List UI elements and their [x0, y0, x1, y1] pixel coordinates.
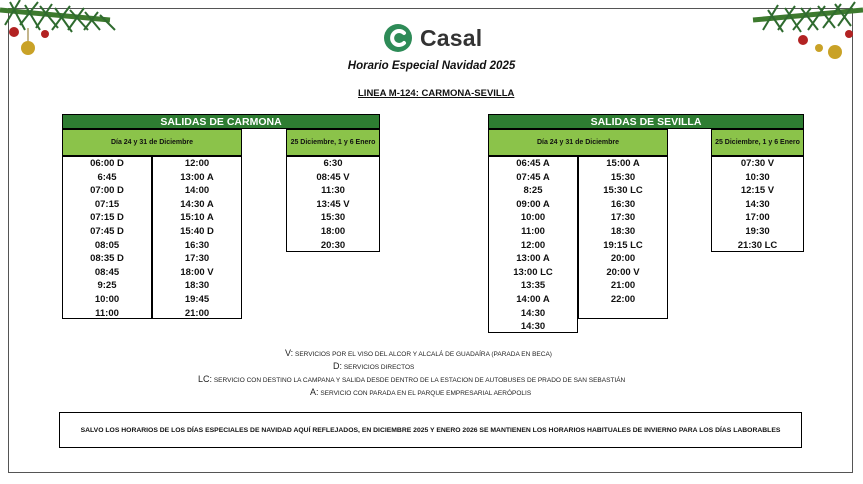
time-cell: 18:00 V: [180, 266, 214, 278]
time-cell: 18:30: [610, 225, 636, 237]
time-cell: 6:30: [323, 158, 343, 169]
time-cell: 06:45 A: [516, 158, 550, 169]
time-cell: 20:00: [610, 253, 636, 265]
legend-key: LC:: [198, 374, 213, 384]
legend-key: D:: [333, 361, 342, 371]
time-cell: 19:45: [184, 293, 210, 305]
brand-name: Casal: [420, 24, 483, 51]
legend-item-a: [310, 387, 531, 397]
time-cell: 06:00 D: [90, 158, 124, 169]
time-cell: 11:30: [321, 185, 345, 197]
time-cell: 14:30: [745, 198, 770, 210]
time-cell: 15:00 A: [606, 158, 640, 169]
time-cell: 9:25: [97, 280, 117, 292]
legend-item-v: [285, 348, 552, 358]
time-cell: 07:45 A: [516, 171, 550, 183]
time-cell: 17:30: [184, 253, 210, 265]
carmona-column-holiday: [286, 156, 380, 252]
time-cell: 11:00: [521, 225, 545, 237]
sevilla-subheader-weekday: Día 24 y 31 de Diciembre: [488, 129, 668, 156]
legend-key: V:: [285, 348, 294, 358]
sevilla-header: SALIDAS DE SEVILLA: [488, 114, 804, 129]
time-cell: 18:00: [320, 225, 346, 237]
time-cell: 16:30: [184, 239, 210, 251]
time-cell: 12:00: [520, 239, 546, 251]
carmona-subheader-weekday: Día 24 y 31 de Diciembre: [62, 129, 242, 156]
time-cell: 08:45 V: [316, 171, 350, 183]
time-cell: 13:00 A: [180, 171, 214, 183]
time-cell: 14:30: [520, 307, 546, 319]
time-cell: 20:30: [320, 239, 346, 251]
time-cell: 10:00: [520, 212, 546, 224]
time-cell: 11:00: [95, 307, 119, 319]
line-title: LINEA M-124: CARMONA-SEVILLA: [358, 88, 515, 99]
time-cell: 10:30: [745, 171, 770, 183]
time-cell: 15:40 D: [180, 225, 214, 237]
sevilla-subheader-holiday: 25 Diciembre, 1 y 6 Enero: [711, 129, 804, 156]
time-cell: 14:30: [520, 321, 546, 333]
time-cell: 13:00 LC: [513, 266, 553, 278]
time-cell: 14:00: [184, 185, 210, 197]
legend-item-lc: [198, 374, 625, 384]
sevilla-column-holiday: [711, 156, 804, 252]
time-cell: 16:30: [610, 198, 636, 210]
time-cell: 08:05: [94, 239, 120, 251]
time-cell: 8:25: [523, 185, 543, 197]
carmona-subheader-holiday: 25 Diciembre, 1 y 6 Enero: [286, 129, 380, 156]
time-cell: 09:00 A: [516, 198, 550, 210]
legend-text: SERVICIO CON DESTINO LA CAMPANA Y SALIDA DESDE DENTRO DE LA ESTACION DE AUTOBUSES DE PRADO DE SAN SEBASTIÁN: [213, 377, 626, 384]
time-cell: 19:30: [745, 225, 770, 237]
time-cell: 21:30 LC: [737, 239, 778, 251]
time-cell: 18:30: [184, 280, 210, 292]
time-cell: 07:15: [94, 198, 120, 210]
time-cell: 13:00 A: [516, 253, 550, 265]
time-cell: 15:30: [610, 171, 636, 183]
page-subtitle: Horario Especial Navidad 2025: [347, 60, 516, 72]
casal-logo-icon: [383, 23, 413, 53]
time-cell: 14:00 A: [516, 293, 550, 305]
time-cell: 21:00: [184, 307, 210, 319]
time-cell: 15:30: [320, 212, 346, 224]
time-cell: 07:00 D: [90, 185, 124, 197]
time-cell: 17:00: [745, 212, 770, 224]
casal-logo: [383, 22, 482, 54]
time-cell: 15:10 A: [180, 212, 214, 224]
time-cell: 12:15 V: [740, 185, 775, 197]
time-cell: 12:00: [184, 158, 210, 169]
time-cell: 07:15 D: [90, 212, 124, 224]
time-cell: 22:00: [610, 293, 636, 305]
legend-text: SERVICIO CON PARADA EN EL PARQUE EMPRESARIAL AERÓPOLIS: [320, 390, 532, 397]
carmona-header: SALIDAS DE CARMONA: [62, 114, 380, 129]
time-cell: 08:45: [94, 266, 120, 278]
time-cell: 13:35: [520, 280, 546, 292]
time-cell: 6:45: [97, 171, 117, 183]
legend-key: A:: [310, 387, 319, 397]
sevilla-column-1: [488, 156, 578, 333]
footer-note: SALVO LOS HORARIOS DE LOS DÍAS ESPECIALES DE NAVIDAD AQUÍ REFLEJADOS, EN DICIEMBRE 2025 Y ENERO 2026 SE MANTIENEN LOS HORARIOS HABITUALES DE INVIERNO PARA LOS DÍAS LABORABLES: [59, 412, 802, 448]
time-cell: 21:00: [610, 280, 636, 292]
carmona-column-2: [152, 156, 242, 319]
time-cell: 08:35 D: [90, 253, 124, 265]
sevilla-column-2: [578, 156, 668, 319]
time-cell: 17:30: [610, 212, 636, 224]
legend-text: SERVICIOS POR EL VISO DEL ALCOR Y ALCALÁ DE GUADAÍRA (PARADA EN BECA): [294, 351, 552, 358]
time-cell: 20:00 V: [606, 266, 640, 278]
time-cell: 07:30 V: [740, 158, 775, 169]
legend-item-d: [333, 361, 414, 371]
time-cell: 07:45 D: [90, 225, 124, 237]
legend-text: SERVICIOS DIRECTOS: [343, 364, 415, 371]
time-cell: 13:45 V: [316, 198, 350, 210]
time-cell: 14:30 A: [180, 198, 214, 210]
carmona-column-1: [62, 156, 152, 319]
time-cell: 10:00: [94, 293, 120, 305]
time-cell: 15:30 LC: [603, 185, 643, 197]
time-cell: 19:15 LC: [603, 239, 643, 251]
